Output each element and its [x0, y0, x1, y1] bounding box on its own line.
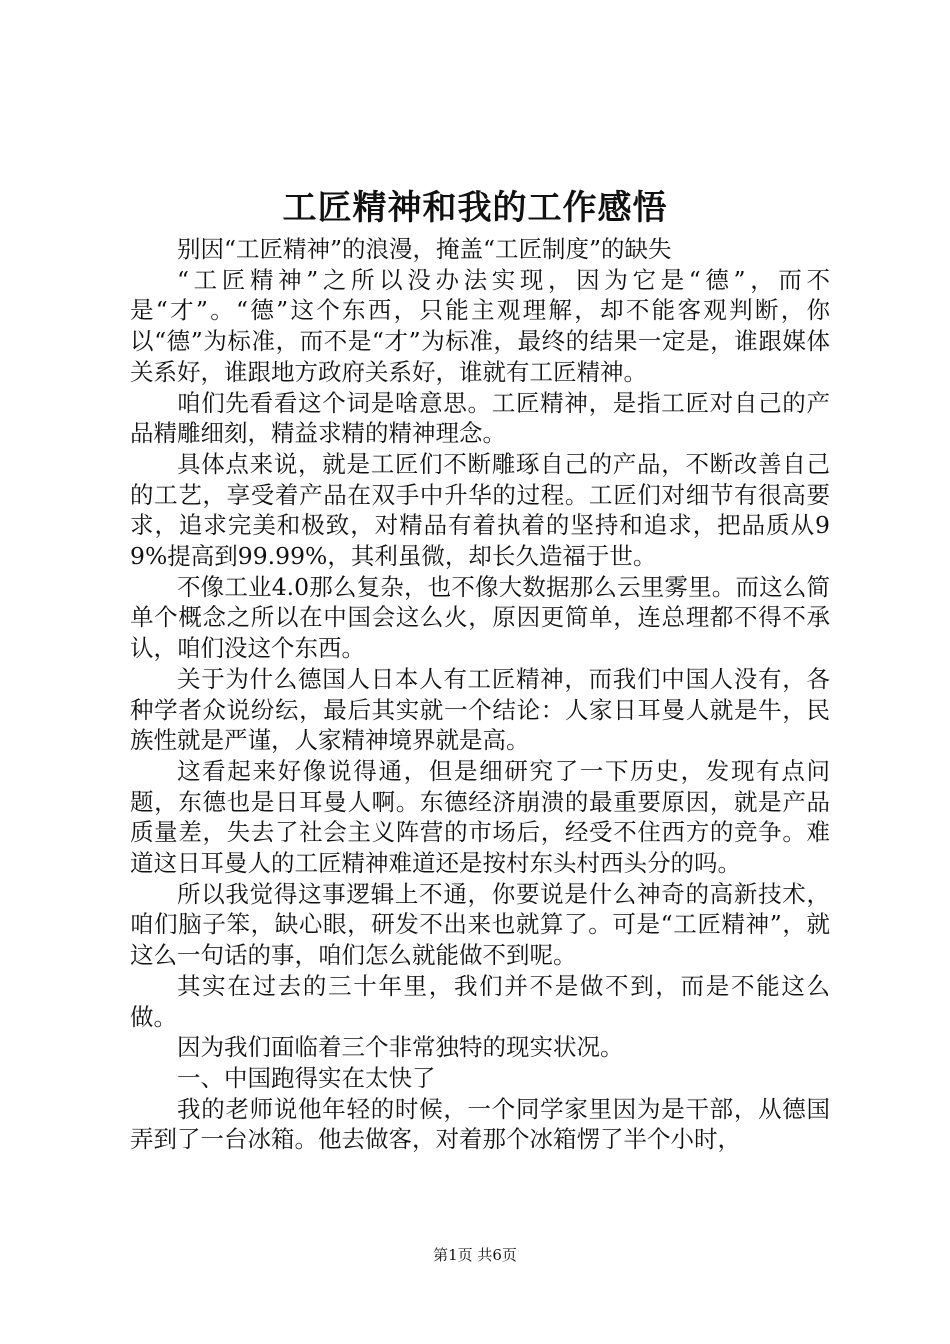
paragraph: “工匠精神”之所以没办法实现，因为它是“德”，而不是“才”。“德”这个东西，只能主观理解，却不能客观判断，你以“德”为标准，而不是“才”为标准，最终的结果一定是，谁跟媒体关系好，谁跟地方政府关系好，谁就有工匠精神。	[130, 265, 830, 386]
paragraph: 不像工业4.0那么复杂，也不像大数据那么云里雾里。而这么简单个概念之所以在中国会这么火，原因更简单，连总理都不得不承认，咱们没这个东西。	[130, 572, 830, 663]
paragraph: 具体点来说，就是工匠们不断雕琢自己的产品，不断改善自己的工艺，享受着产品在双手中升华的过程。工匠们对细节有很高要求，追求完美和极致，对精品有着执着的坚持和追求，把品质从99%提高到99.99%，其利虽微，却长久造福于世。	[130, 449, 830, 571]
paragraph: 咱们先看看这个词是啥意思。工匠精神，是指工匠对自己的产品精雕细刻，精益求精的精神理念。	[130, 388, 830, 448]
document-body	[130, 234, 830, 1155]
paragraph: 我的老师说他年轻的时候，一个同学家里因为是干部，从德国弄到了一台冰箱。他去做客，对着那个冰箱愣了半个小时，	[130, 1094, 830, 1154]
paragraph: 因为我们面临着三个非常独特的现实状况。	[177, 1033, 624, 1062]
paragraph: 所以我觉得这事逻辑上不通，你要说是什么神奇的高新技术，咱们脑子笨，缺心眼，研发不出来也就算了。可是“工匠精神”，就这么一句话的事，咱们怎么就能做不到呢。	[130, 879, 830, 970]
section-heading: 一、中国跑得实在太快了	[177, 1063, 436, 1092]
paragraph: 这看起来好像说得通，但是细研究了一下历史，发现有点问题，东德也是日耳曼人啊。东德经济崩溃的最重要原因，就是产品质量差，失去了社会主义阵营的市场后，经受不住西方的竞争。难道这日耳曼人的工匠精神难道还是按村东头村西头分的吗。	[130, 756, 830, 878]
paragraph: 关于为什么德国人日本人有工匠精神，而我们中国人没有，各种学者众说纷纭，最后其实就一个结论：人家日耳曼人就是牛，民族性就是严谨，人家精神境界就是高。	[130, 664, 830, 755]
paragraph: 别因“工匠精神”的浪漫，掩盖“工匠制度”的缺失	[177, 235, 672, 263]
paragraph: 其实在过去的三十年里，我们并不是做不到，而是不能这么做。	[130, 971, 830, 1031]
page-footer: 第1页 共6页	[433, 1246, 517, 1264]
document-title: 工匠精神和我的工作感悟	[282, 188, 668, 228]
